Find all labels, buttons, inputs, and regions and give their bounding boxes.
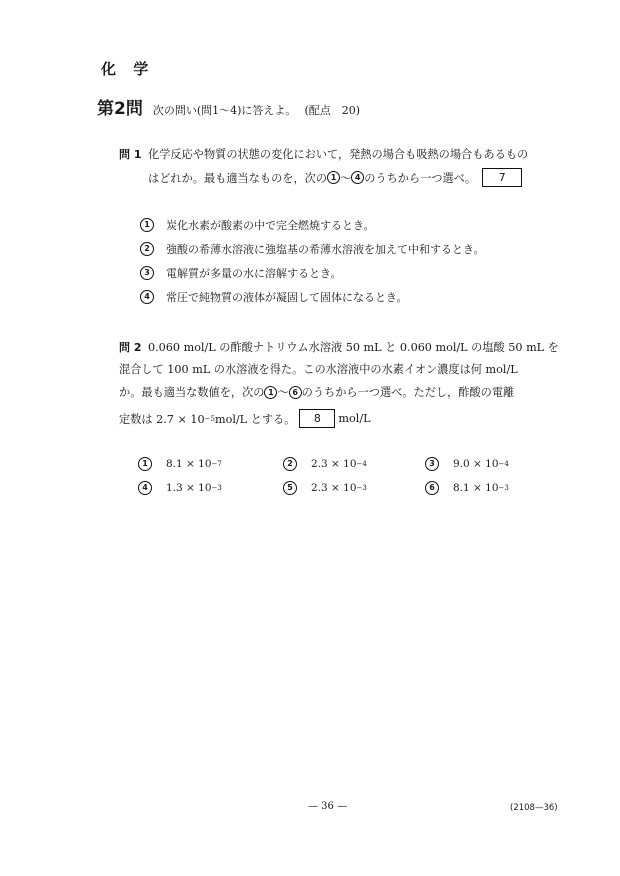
question-2-line-4-post: mol/L とする。 bbox=[214, 412, 296, 426]
answer-box-8[interactable]: 8 bbox=[299, 409, 335, 428]
page-number: — 36 — bbox=[308, 801, 348, 812]
q2-choice-6[interactable] bbox=[425, 481, 509, 495]
question-1-label: 問 1 bbox=[119, 148, 142, 161]
question-1-line-2-post: のうちから一つ選べ。 bbox=[364, 171, 477, 185]
question-1-line-1: 化学反応や物質の状態の変化において，発熱の場合も吸熱の場合もあるもの bbox=[148, 148, 529, 161]
q1-option-3[interactable] bbox=[140, 265, 342, 281]
q2-choice-2[interactable] bbox=[283, 457, 367, 471]
choice-base: 1.3 × 10 bbox=[166, 482, 212, 494]
range-end-circled-number: 6 bbox=[289, 386, 302, 399]
range-start-circled-number: 1 bbox=[264, 386, 277, 399]
question-2-line-1: 0.060 mol/L の酢酸ナトリウム水溶液 50 mL と 0.060 mol/L の塩酸 50 mL を bbox=[148, 341, 559, 354]
choice-exponent: −3 bbox=[211, 484, 222, 492]
choice-base: 8.1 × 10 bbox=[453, 482, 499, 494]
section-points: (配点 20) bbox=[304, 104, 361, 117]
range-separator: ～ bbox=[340, 171, 352, 185]
choice-number-6: 6 bbox=[425, 481, 439, 495]
choice-exponent: −3 bbox=[356, 484, 367, 492]
range-start-circled-number: 1 bbox=[327, 171, 340, 184]
choice-base: 2.3 × 10 bbox=[311, 458, 357, 470]
question-2-line-4 bbox=[119, 409, 371, 428]
choice-base: 9.0 × 10 bbox=[453, 458, 499, 470]
choice-exponent: −4 bbox=[498, 460, 509, 468]
option-number-1: 1 bbox=[140, 218, 154, 232]
choice-base: 8.1 × 10 bbox=[166, 458, 212, 470]
section-header bbox=[97, 94, 360, 119]
option-text: 電解質が多量の水に溶解するとき。 bbox=[166, 267, 342, 280]
choice-number-2: 2 bbox=[283, 457, 297, 471]
choice-number-5: 5 bbox=[283, 481, 297, 495]
choice-base: 2.3 × 10 bbox=[311, 482, 357, 494]
answer-unit: mol/L bbox=[338, 412, 371, 425]
document-code: (2108—36) bbox=[510, 803, 558, 813]
section-title: 第2問 bbox=[97, 99, 143, 119]
q1-option-1[interactable] bbox=[140, 217, 375, 233]
choice-number-1: 1 bbox=[138, 457, 152, 471]
choice-number-3: 3 bbox=[425, 457, 439, 471]
option-number-2: 2 bbox=[140, 242, 154, 256]
question-2-line-3-post: のうちから一つ選べ。ただし，酢酸の電離 bbox=[301, 386, 515, 399]
option-text: 強酸の希薄水溶液に強塩基の希薄水溶液を加えて中和するとき。 bbox=[166, 243, 485, 256]
subject-title: 化 学 bbox=[101, 60, 155, 78]
question-2-line-3-pre: か。最も適当な数値を，次の bbox=[119, 386, 265, 399]
question-2-line-2: 混合して 100 mL の水溶液を得た。この水溶液中の水素イオン濃度は何 mol/L bbox=[119, 363, 518, 376]
q2-choice-5[interactable] bbox=[283, 481, 367, 495]
choice-exponent: −3 bbox=[498, 484, 509, 492]
question-2-line-3 bbox=[119, 384, 514, 400]
option-text: 常圧で純物質の液体が凝固して固体になるとき。 bbox=[166, 291, 408, 304]
answer-box-7[interactable]: 7 bbox=[482, 168, 522, 187]
choice-number-4: 4 bbox=[138, 481, 152, 495]
question-2 bbox=[119, 339, 559, 509]
q1-option-2[interactable] bbox=[140, 241, 485, 257]
choice-exponent: −7 bbox=[211, 460, 222, 468]
question-2-line-4-pre: 定数は 2.7 × 10 bbox=[119, 412, 205, 426]
range-end-circled-number: 4 bbox=[351, 171, 364, 184]
choice-exponent: −4 bbox=[356, 460, 367, 468]
option-number-3: 3 bbox=[140, 266, 154, 280]
option-text: 炭化水素が酸素の中で完全燃焼するとき。 bbox=[166, 219, 375, 232]
q2-choice-1[interactable] bbox=[138, 457, 222, 471]
question-2-label: 問 2 bbox=[119, 341, 142, 354]
section-instruction: 次の問い(問1～4)に答えよ。 bbox=[152, 104, 297, 117]
question-1 bbox=[119, 146, 559, 316]
range-separator: ～ bbox=[277, 386, 289, 399]
q2-choice-3[interactable] bbox=[425, 457, 509, 471]
exponent: −5 bbox=[204, 414, 215, 423]
question-1-line-2 bbox=[148, 168, 522, 187]
q2-choice-4[interactable] bbox=[138, 481, 222, 495]
option-number-4: 4 bbox=[140, 290, 154, 304]
question-1-line-2-pre: はどれか。最も適当なものを，次の bbox=[148, 171, 328, 185]
q1-option-4[interactable] bbox=[140, 289, 408, 305]
